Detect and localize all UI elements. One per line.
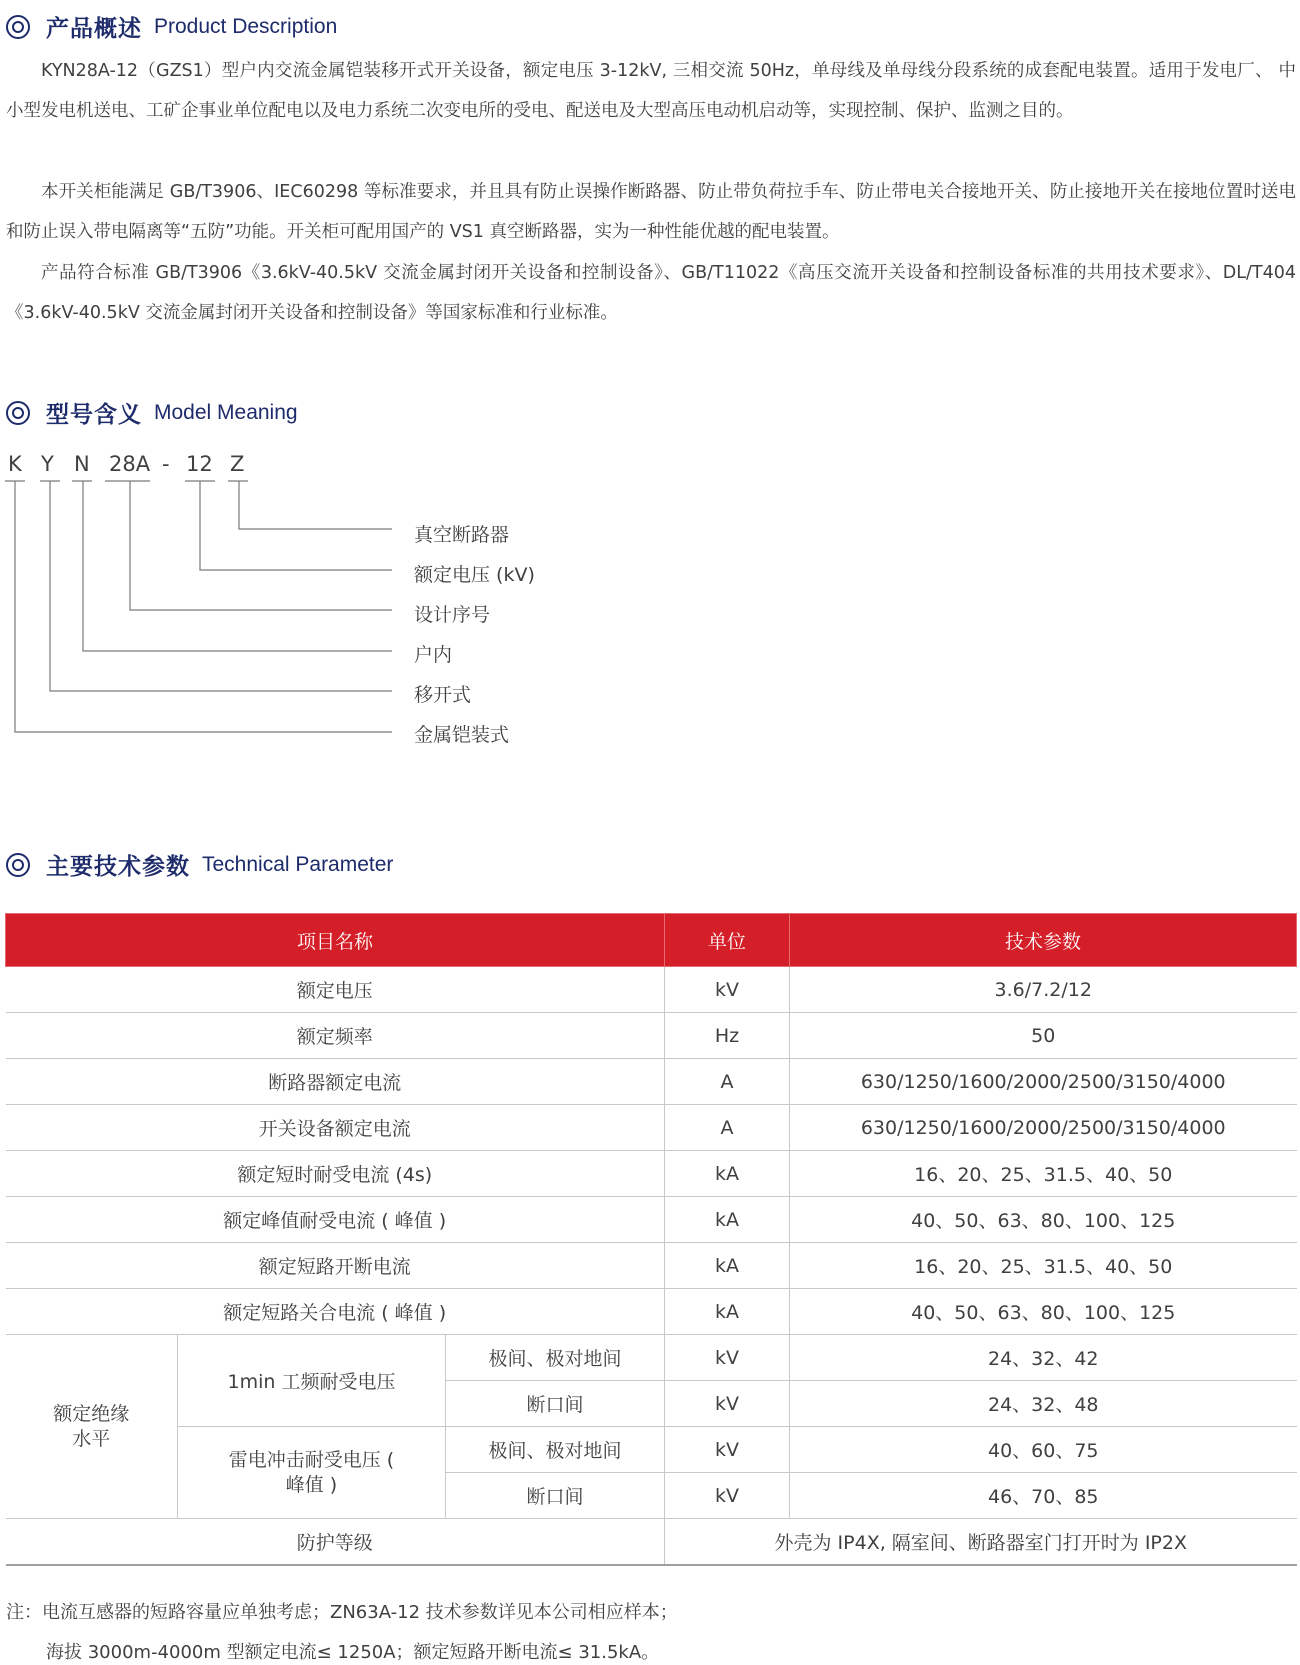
model-meaning-connector-lines	[0, 0, 1300, 760]
model-letter-dash: -	[162, 452, 170, 476]
model-letter-z: Z	[230, 452, 245, 476]
table-row	[6, 1197, 1297, 1243]
table-header-row	[6, 914, 1297, 967]
description-paragraph-2: 本开关柜能满足 GB/T3906、IEC60298 等标准要求，并且具有防止误操作断路器、防止带负荷拉手车、防止带电关合接地开关、防止接地开关在接地位置时送电和防止误入带电隔离等“五防”功能。开关柜可配用国产的 VS1 真空断路器，实为一种性能优越的配电装置。	[6, 182, 1296, 242]
model-letter-y: Y	[41, 452, 54, 476]
row-item: 额定频率	[6, 1013, 665, 1059]
protection-value: 外壳为 IP4X, 隔室间、断路器室门打开时为 IP2X	[665, 1519, 1297, 1566]
insulation-sub1-row1-unit: kV	[665, 1335, 790, 1381]
section-title-cn: 主要技术参数	[46, 854, 190, 880]
table-row	[6, 1013, 1297, 1059]
section-title-en: Model Meaning	[154, 400, 298, 424]
row-item: 断路器额定电流	[6, 1059, 665, 1105]
label-withdrawable: 移开式	[414, 684, 472, 706]
row-unit: Hz	[665, 1013, 790, 1059]
row-value: 50	[790, 1013, 1297, 1059]
row-item: 额定峰值耐受电流 ( 峰值 )	[6, 1197, 665, 1243]
description-paragraph-3: 产品符合标准 GB/T3906《3.6kV-40.5kV 交流金属封闭开关设备和控制设备》、GB/T11022《高压交流开关设备和控制设备标准的共用技术要求》、DL/T404《3.6kV-40.5kV 交流金属封闭开关设备和控制设备》等国家标准和行业标准。	[6, 263, 1296, 323]
section-title-cn: 型号含义	[46, 402, 142, 428]
insulation-sub1-row2-label: 断口间	[446, 1381, 665, 1427]
row-unit: A	[665, 1105, 790, 1151]
row-value: 40、50、63、80、100、125	[790, 1289, 1297, 1335]
table-row	[6, 1289, 1297, 1335]
section-title-en: Technical Parameter	[202, 852, 394, 876]
section-title-en: Product Description	[154, 14, 338, 38]
insulation-sub2-row2-label: 断口间	[446, 1473, 665, 1519]
table-row	[6, 1105, 1297, 1151]
section-title-cn: 产品概述	[46, 16, 142, 42]
row-value: 630/1250/1600/2000/2500/3150/4000	[790, 1105, 1297, 1151]
technical-parameter-table	[5, 913, 1297, 1566]
insulation-sub2-row1-unit: kV	[665, 1427, 790, 1473]
row-value: 3.6/7.2/12	[790, 967, 1297, 1013]
connector-12	[200, 481, 392, 570]
model-letter-28a: 28A	[109, 452, 151, 476]
table-row	[6, 1059, 1297, 1105]
insulation-sub2-cell	[178, 1427, 446, 1519]
insulation-sub2-row1-value: 40、60、75	[790, 1427, 1297, 1473]
label-metal-armored: 金属铠装式	[414, 724, 510, 746]
table-row	[6, 1151, 1297, 1197]
row-item: 额定电压	[6, 967, 665, 1013]
insulation-sub2-row1-label: 极间、极对地间	[446, 1427, 665, 1473]
note-line-1: 注：电流互感器的短路容量应单独考虑；ZN63A-12 技术参数详见本公司相应样本；	[6, 1602, 678, 1623]
insulation-group-label: 额定绝缘水平	[53, 1402, 130, 1450]
connector-z	[239, 481, 392, 529]
table-row	[6, 967, 1297, 1013]
insulation-sub1-row1-label: 极间、极对地间	[446, 1335, 665, 1381]
description-paragraph-1: KYN28A-12（GZS1）型户内交流金属铠装移开式开关设备，额定电压 3-12kV, 三相交流 50Hz，单母线及单母线分段系统的成套配电装置。适用于发电厂、 中小型发电机送电、工矿企事业单位配电以及电力系统二次变电所的受电、配送电及大型高压电动机启动等，实现控制、保护、监测之目的。	[6, 61, 1296, 121]
row-item: 额定短路开断电流	[6, 1243, 665, 1289]
connector-28a	[130, 481, 392, 610]
row-value: 16、20、25、31.5、40、50	[790, 1151, 1297, 1197]
insulation-sub2-row2-unit: kV	[665, 1473, 790, 1519]
insulation-sub2-name: 雷电冲击耐受电压 ( 峰值 )	[228, 1448, 395, 1496]
insulation-sub1-row2-value: 24、32、48	[790, 1381, 1297, 1427]
insulation-group-cell	[6, 1335, 178, 1519]
table-row	[6, 1243, 1297, 1289]
row-item: 额定短时耐受电流 (4s)	[6, 1151, 665, 1197]
table-row	[6, 1519, 1297, 1566]
insulation-sub1-row1-value: 24、32、42	[790, 1335, 1297, 1381]
model-letter-k: K	[8, 452, 22, 476]
table-row	[6, 1427, 1297, 1473]
label-rated-voltage: 额定电压 (kV)	[414, 564, 535, 586]
row-item: 额定短路关合电流 ( 峰值 )	[6, 1289, 665, 1335]
row-value: 16、20、25、31.5、40、50	[790, 1243, 1297, 1289]
connector-k	[15, 481, 392, 732]
protection-item: 防护等级	[6, 1519, 665, 1566]
connector-y	[50, 481, 392, 691]
row-unit: kA	[665, 1243, 790, 1289]
label-design-serial: 设计序号	[414, 604, 491, 626]
note-line-2: 海拔 3000m-4000m 型额定电流≤ 1250A；额定短路开断电流≤ 31.5kA。	[46, 1642, 660, 1663]
header-item: 项目名称	[6, 914, 665, 967]
row-unit: kV	[665, 967, 790, 1013]
row-unit: kA	[665, 1289, 790, 1335]
row-unit: kA	[665, 1197, 790, 1243]
row-item: 开关设备额定电流	[6, 1105, 665, 1151]
connector-n	[83, 481, 392, 651]
label-indoor: 户内	[414, 644, 453, 666]
section-header-technical-parameter	[6, 848, 393, 881]
model-letter-n: N	[74, 452, 90, 476]
insulation-sub1-row2-unit: kV	[665, 1381, 790, 1427]
table-row	[6, 1335, 1297, 1381]
row-value: 630/1250/1600/2000/2500/3150/4000	[790, 1059, 1297, 1105]
model-letter-12: 12	[186, 452, 213, 476]
header-unit: 单位	[665, 914, 790, 967]
row-unit: A	[665, 1059, 790, 1105]
insulation-sub1-name: 1min 工频耐受电压	[178, 1335, 446, 1427]
label-vacuum-breaker: 真空断路器	[414, 524, 510, 546]
insulation-sub2-row2-value: 46、70、85	[790, 1473, 1297, 1519]
header-value: 技术参数	[790, 914, 1297, 967]
row-value: 40、50、63、80、100、125	[790, 1197, 1297, 1243]
row-unit: kA	[665, 1151, 790, 1197]
double-circle-icon	[6, 853, 30, 877]
